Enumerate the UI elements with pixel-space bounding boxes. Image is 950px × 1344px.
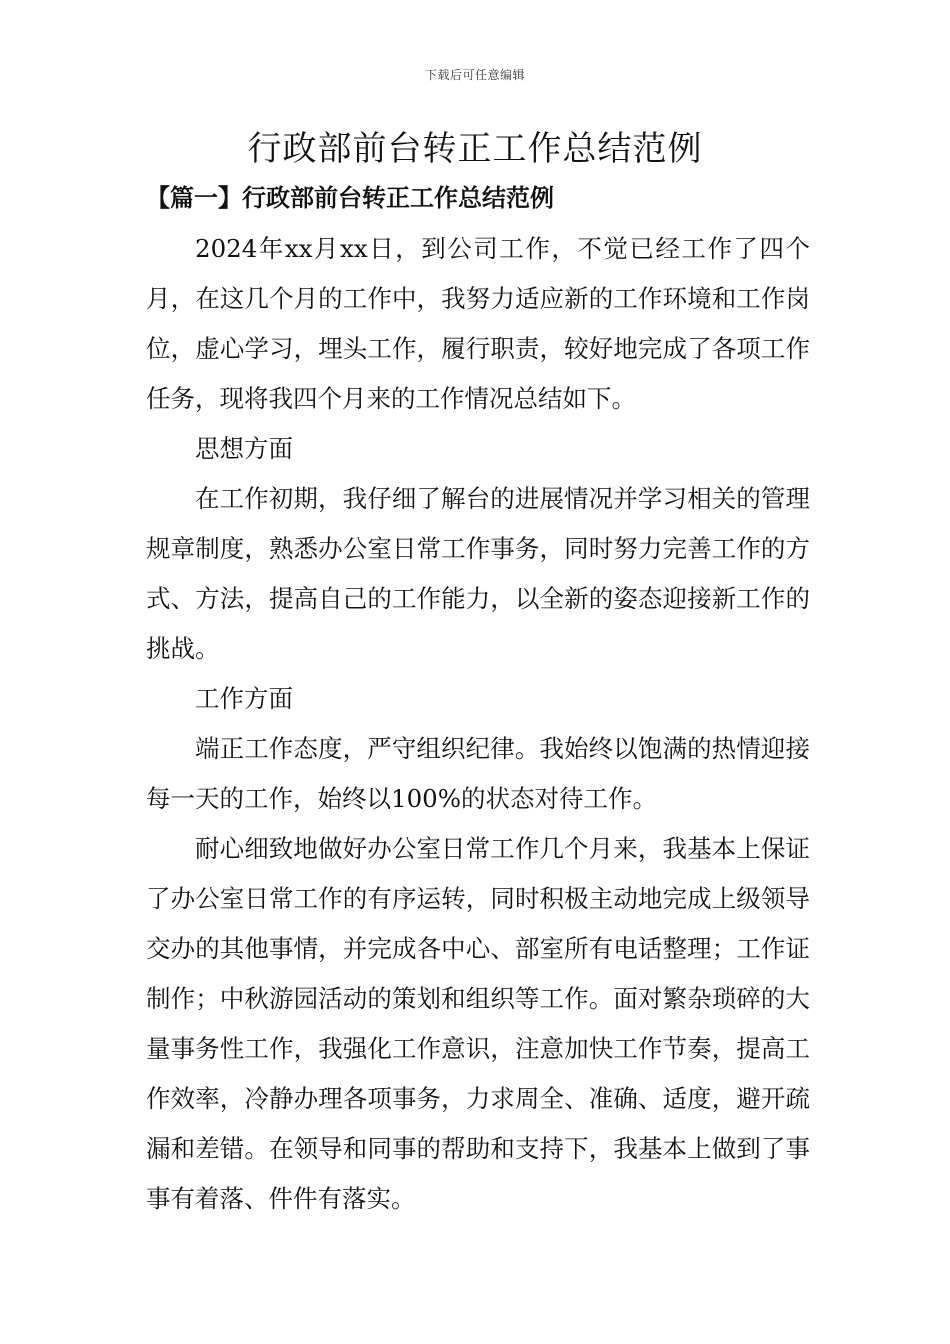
paragraph-thinking: 在工作初期，我仔细了解台的进展情况并学习相关的管理规章制度，熟悉办公室日常工作事务，同时努力完善工作的方式、方法，提高自己的工作能力，以全新的姿态迎接新工作的挑战。 [146, 484, 810, 663]
paragraph-daily-work: 耐心细致地做好办公室日常工作几个月来，我基本上保证了办公室日常工作的有序运转，同时积极主动地完成上级领导交办的其他事情，并完成各中心、部室所有电话整理；工作证制作；中秋游园活动的策划和组织等工作。面对繁杂琐碎的大量事务性工作，我强化工作意识，注意加快工作节奏，提高工作效率，冷静办理各项事务，力求周全、准确、适度，避开疏漏和差错。在领导和同事的帮助和支持下，我基本上做到了事事有着落、件件有落实。 [146, 834, 810, 1213]
paragraph-attitude: 端正工作态度，严守组织纪律。我始终以饱满的热情迎接每一天的工作，始终以100%的状态对待工作。 [146, 734, 810, 813]
section-heading: 【篇一】行政部前台转正工作总结范例 [146, 183, 554, 212]
document-title: 行政部前台转正工作总结范例 [247, 129, 703, 169]
body-text [146, 224, 810, 1224]
paragraph-intro: 2024年xx月xx日，到公司工作，不觉已经工作了四个月，在这几个月的工作中，我努力适应新的工作环境和工作岗位，虚心学习，埋头工作，履行职责，较好地完成了各项工作任务，现将我四个月来的工作情况总结如下。 [146, 234, 810, 413]
subheading-thinking: 思想方面 [195, 434, 293, 463]
subheading-work: 工作方面 [195, 684, 293, 713]
header-note: 下载后可任意编辑 [424, 68, 525, 82]
